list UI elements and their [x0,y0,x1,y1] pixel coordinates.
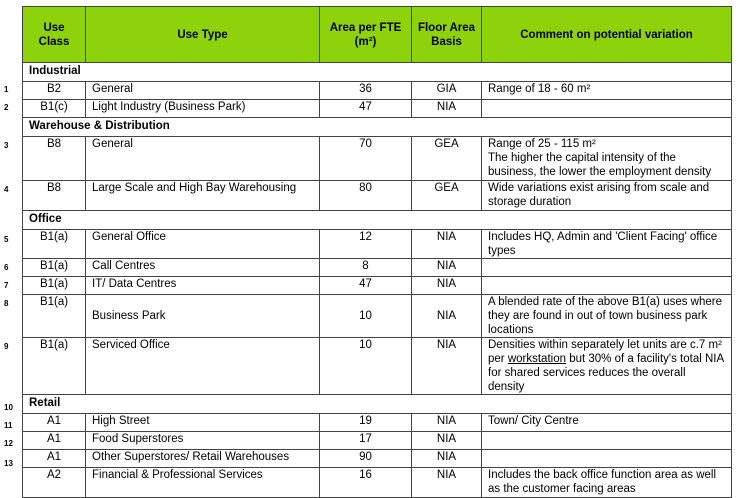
comment-cell: Range of 18 - 60 m² [482,82,732,100]
basis-cell: NIA [412,414,482,432]
table-row [23,432,732,450]
row-number: 7 [4,281,9,290]
comment-cell [482,450,732,468]
section-row [23,118,732,137]
use-class-cell: B1(a) [23,338,86,395]
table-row [23,468,732,498]
use-class-cell: B8 [23,181,86,211]
header-use-class: Use Class [23,7,86,63]
use-class-cell: B1(a) [23,259,86,277]
table-row [23,181,732,211]
comment-line: Range of 25 - 115 m² [488,138,596,150]
area-cell: 12 [320,230,412,259]
basis-cell: GEA [412,181,482,211]
basis-cell: NIA [412,100,482,118]
row-number: 12 [4,439,13,448]
header-comment: Comment on potential variation [482,7,732,63]
basis-cell: GIA [412,82,482,100]
basis-cell: NIA [412,259,482,277]
area-cell: 70 [320,137,412,181]
area-cell: 17 [320,432,412,450]
use-class-cell: B1(a) [23,230,86,259]
use-type-cell: General Office [86,230,320,259]
basis-cell: NIA [412,450,482,468]
table-row [23,338,732,395]
comment-cell [482,137,732,181]
comment-cell: Includes the back office function area as well as the customer facing areas [482,468,732,498]
area-cell: 80 [320,181,412,211]
comment-line: The higher the capital intensity of the business, the lower the employment density [488,152,712,178]
use-type-cell: General [86,137,320,181]
use-class-cell: A1 [23,414,86,432]
comment-cell [482,100,732,118]
use-type-cell: Serviced Office [86,338,320,395]
table-row [23,230,732,259]
section-industrial: Industrial [23,63,732,82]
basis-cell: NIA [412,230,482,259]
area-cell: 19 [320,414,412,432]
row-number: 1 [4,85,9,94]
basis-cell: NIA [412,295,482,338]
comment-text: but 30% of a facility's total NIA for shared services reduces the overall density [488,353,724,393]
row-number: 5 [4,235,9,244]
workstation-link[interactable]: workstation [507,353,566,365]
table-row [23,259,732,277]
use-type-cell: Financial & Professional Services [86,468,320,498]
table-row [23,450,732,468]
table-row [23,100,732,118]
comment-cell [482,259,732,277]
section-warehouse: Warehouse & Distribution [23,118,732,137]
section-retail: Retail [23,395,732,414]
header-row [23,7,732,63]
area-cell: 10 [320,295,412,338]
use-type-cell: Other Superstores/ Retail Warehouses [86,450,320,468]
use-type-cell: Light Industry (Business Park) [86,100,320,118]
use-class-cell: A1 [23,432,86,450]
area-cell: 16 [320,468,412,498]
comment-cell: A blended rate of the above B1(a) uses where they are found in out of town business park locations [482,295,732,338]
use-class-cell: B2 [23,82,86,100]
comment-cell: Wide variations exist arising from scale and storage duration [482,181,732,211]
section-office: Office [23,211,732,230]
table-row [23,414,732,432]
header-area-per-fte: Area per FTE (m²) [320,7,412,63]
row-number: 11 [4,421,13,430]
use-type-cell: Business Park [86,295,320,338]
use-type-cell: General [86,82,320,100]
header-use-type: Use Type [86,7,320,63]
use-type-cell: IT/ Data Centres [86,277,320,295]
section-row [23,211,732,230]
row-number: 10 [4,403,13,412]
basis-cell: GEA [412,137,482,181]
area-cell: 8 [320,259,412,277]
row-number-column [0,0,22,486]
basis-cell: NIA [412,468,482,498]
use-class-cell: B8 [23,137,86,181]
header-floor-area-basis: Floor Area Basis [412,7,482,63]
use-type-cell: Call Centres [86,259,320,277]
area-cell: 36 [320,82,412,100]
use-class-cell: B1(c) [23,100,86,118]
row-number: 2 [4,103,9,112]
comment-cell [482,338,732,395]
area-cell: 47 [320,277,412,295]
row-number: 13 [4,459,13,468]
table-row [23,295,732,338]
use-class-cell: B1(a) [23,277,86,295]
row-number: 9 [4,342,9,351]
basis-cell: NIA [412,277,482,295]
use-type-cell: High Street [86,414,320,432]
table-row [23,82,732,100]
row-number: 6 [4,263,9,272]
area-cell: 90 [320,450,412,468]
comment-cell [482,277,732,295]
use-type-cell: Large Scale and High Bay Warehousing [86,181,320,211]
row-number: 4 [4,185,9,194]
table-row [23,137,732,181]
row-number: 3 [4,141,9,150]
area-cell: 47 [320,100,412,118]
section-row [23,63,732,82]
comment-cell: Includes HQ, Admin and 'Client Facing' office types [482,230,732,259]
comment-cell: Town/ City Centre [482,414,732,432]
comment-text: Densities within separately let units are c.7 m² per [488,339,722,365]
employment-density-table [22,6,732,498]
basis-cell: NIA [412,338,482,395]
comment-cell [482,432,732,450]
use-class-cell: B1(a) [23,295,86,338]
use-type-cell: Food Superstores [86,432,320,450]
area-cell: 10 [320,338,412,395]
row-number: 8 [4,299,9,308]
use-class-cell: A1 [23,450,86,468]
basis-cell: NIA [412,432,482,450]
section-row [23,395,732,414]
use-class-cell: A2 [23,468,86,498]
table-row [23,277,732,295]
